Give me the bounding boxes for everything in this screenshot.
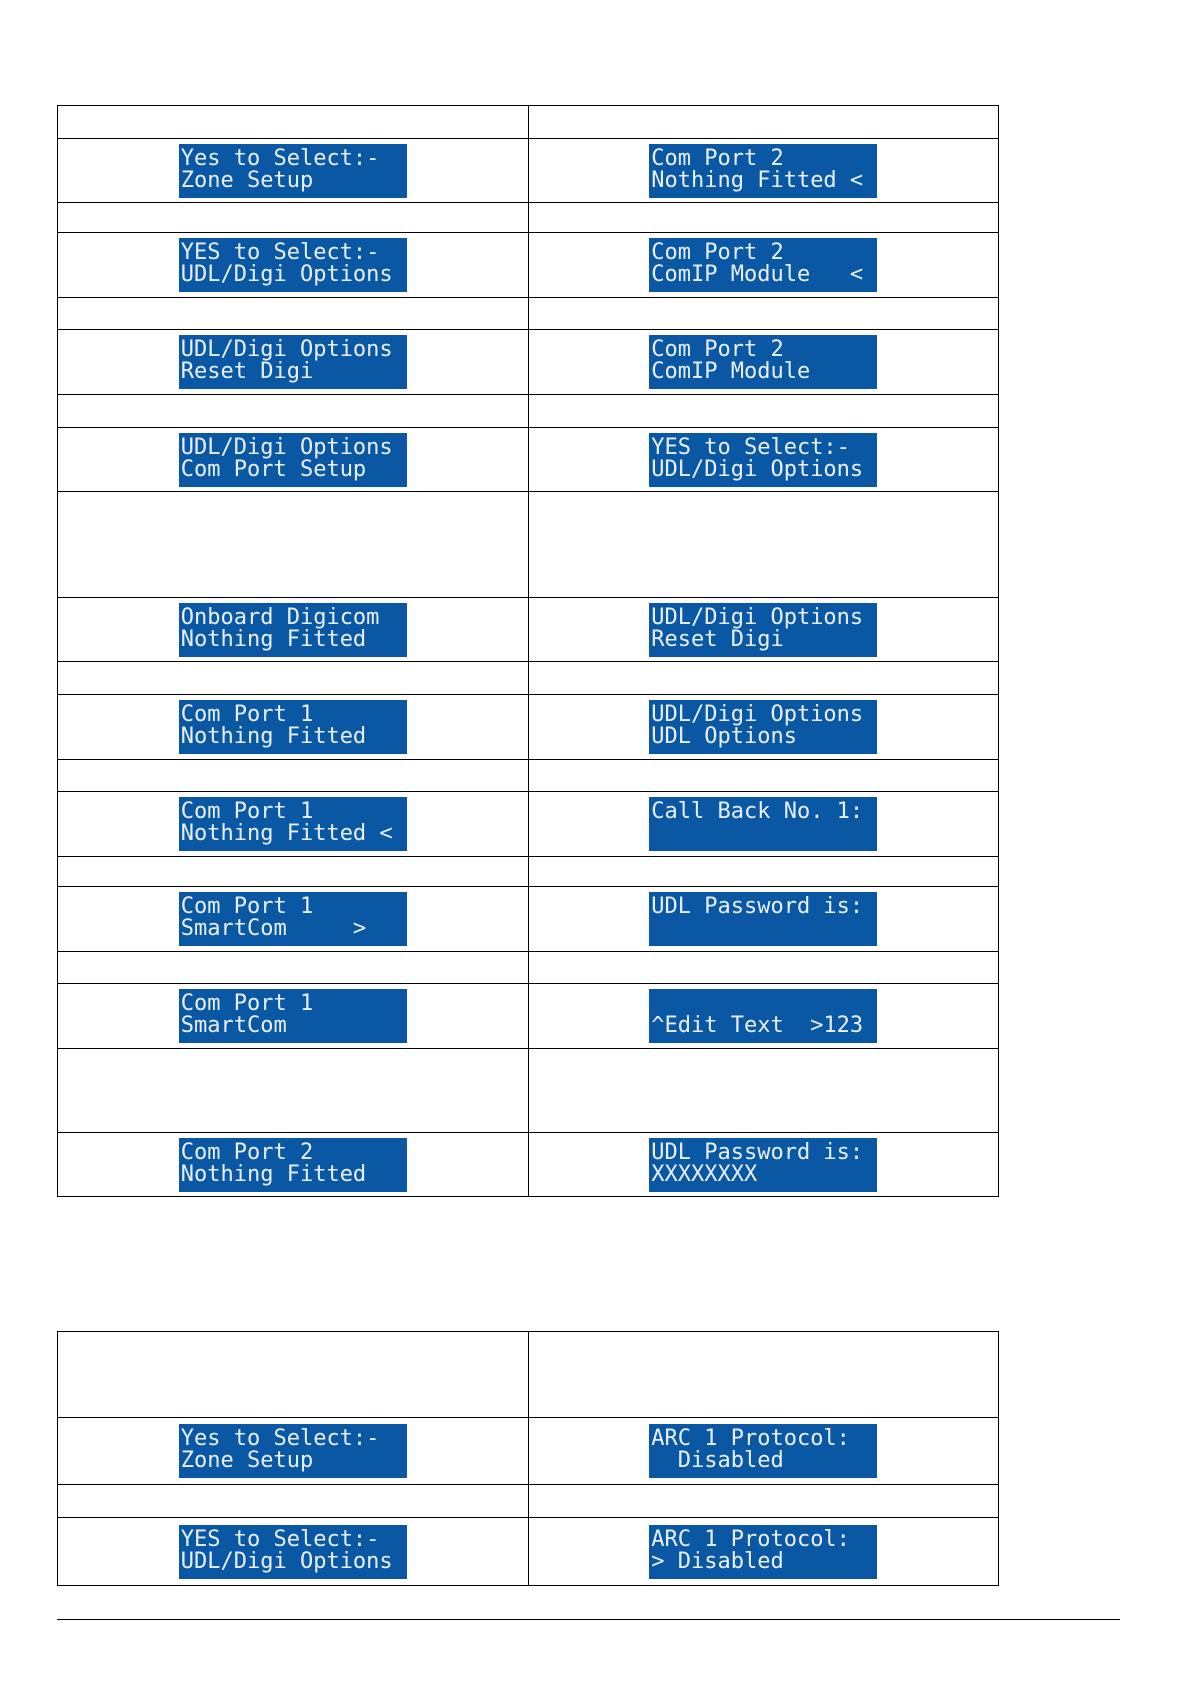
- lcd-display: YES to Select:- UDL/Digi Options: [179, 238, 407, 292]
- instruction-row: [58, 760, 999, 792]
- display-row: [58, 139, 999, 203]
- instruction-row: [58, 1332, 999, 1418]
- instruction-row: [58, 298, 999, 330]
- instruction-row: [58, 952, 999, 984]
- procedure-table-1: [57, 105, 999, 1197]
- instruction-row: [58, 857, 999, 887]
- lcd-display: YES to Select:- UDL/Digi Options: [179, 1525, 407, 1579]
- lcd-display: UDL/Digi Options UDL Options: [649, 700, 877, 754]
- lcd-display: Com Port 1 Nothing Fitted <: [179, 797, 407, 851]
- display-row: [58, 1418, 999, 1485]
- lcd-display: UDL/Digi Options Reset Digi: [649, 603, 877, 657]
- display-row: [58, 330, 999, 395]
- lcd-display: ARC 1 Protocol: > Disabled: [649, 1525, 877, 1579]
- procedure-table-2: [57, 1331, 999, 1586]
- lcd-display: UDL Password is:: [649, 892, 877, 946]
- display-row: [58, 598, 999, 662]
- display-row: [58, 792, 999, 857]
- instruction-row: [58, 662, 999, 695]
- footer-rule: [57, 1619, 1120, 1620]
- lcd-display: Com Port 2 ComIP Module: [649, 335, 877, 389]
- instruction-row: [58, 203, 999, 233]
- instruction-row: [58, 1485, 999, 1518]
- lcd-display: Com Port 1 SmartCom: [179, 989, 407, 1043]
- display-row: [58, 233, 999, 298]
- lcd-display: ARC 1 Protocol: Disabled: [649, 1424, 877, 1478]
- lcd-display: UDL Password is: XXXXXXXX: [649, 1138, 877, 1192]
- lcd-display: Onboard Digicom Nothing Fitted: [179, 603, 407, 657]
- lcd-display: Com Port 2 ComIP Module <: [649, 238, 877, 292]
- lcd-display: UDL/Digi Options Reset Digi: [179, 335, 407, 389]
- lcd-display: Yes to Select:- Zone Setup: [179, 144, 407, 198]
- lcd-display: Yes to Select:- Zone Setup: [179, 1424, 407, 1478]
- lcd-display: Call Back No. 1:: [649, 797, 877, 851]
- display-row: [58, 428, 999, 492]
- lcd-display: Com Port 1 SmartCom >: [179, 892, 407, 946]
- lcd-display: Com Port 1 Nothing Fitted: [179, 700, 407, 754]
- lcd-display: UDL/Digi Options Com Port Setup: [179, 433, 407, 487]
- lcd-display: YES to Select:- UDL/Digi Options: [649, 433, 877, 487]
- display-row: [58, 695, 999, 760]
- display-row: [58, 887, 999, 952]
- lcd-display: Com Port 2 Nothing Fitted: [179, 1138, 407, 1192]
- display-row: [58, 1133, 999, 1197]
- lcd-display: ^Edit Text >123: [649, 989, 877, 1043]
- display-row: [58, 1518, 999, 1586]
- instruction-row: [58, 1049, 999, 1133]
- instruction-row: [58, 492, 999, 598]
- instruction-row: [58, 106, 999, 139]
- instruction-row: [58, 395, 999, 428]
- display-row: [58, 984, 999, 1049]
- lcd-display: Com Port 2 Nothing Fitted <: [649, 144, 877, 198]
